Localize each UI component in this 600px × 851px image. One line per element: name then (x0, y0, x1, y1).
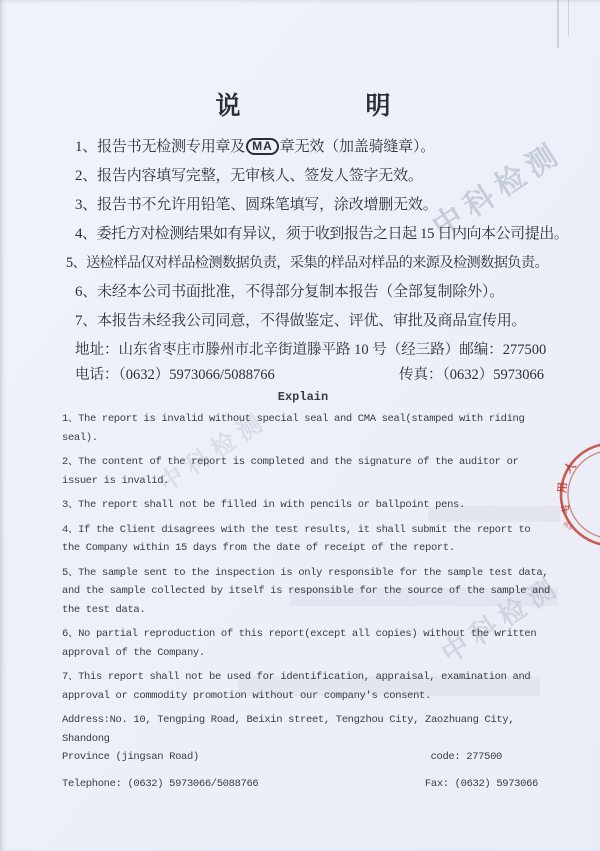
watermark-text: 中科检测 (436, 569, 567, 670)
stamp-char-2: 用 (556, 481, 570, 494)
en-note-1: 1、The report is invalid without special seal and CMA seal(stamped with riding seal). (62, 413, 525, 444)
en-postal-code: code: 277500 (430, 751, 502, 763)
cn-address-row (75, 341, 547, 359)
cma-seal-mark: MA (246, 138, 279, 155)
cn-note-7: 7、本报告未经我公司同意，不得做鉴定、评优、审批及商品宣传用。 (75, 313, 527, 329)
cn-fax: 传真：（0632）5973066 (399, 367, 544, 383)
watermark-text: 中科检测 (426, 135, 569, 245)
cn-address: 地址：山东省枣庄市滕州市北辛街道滕平路 10 号（经三路） (75, 342, 460, 358)
en-address-row (62, 748, 554, 767)
stamp-char-3: 专 (559, 500, 574, 515)
cn-phone: 电话：（0632）5973066/5088766 (75, 367, 275, 383)
english-notes-section (62, 391, 554, 793)
en-address-line1: Address:No. 10, Tengping Road, Beixin street, Tengzhou City, Zaozhuang City, Shandong (62, 714, 515, 745)
en-note-7: 7、This report shall not be used for identification, appraisal, examination and approval or commodity promotion without our company's consent. (62, 671, 531, 702)
en-note-2: 2、The content of the report is completed and the signature of the auditor or issuer is invalid. (62, 456, 519, 487)
cn-note-6: 6、未经本公司书面批准，不得部分复制本报告（全部复制除外）。 (75, 284, 505, 300)
english-section-heading: Explain (277, 390, 329, 404)
stamp-digits: 038 (562, 519, 575, 532)
cn-note-3: 3、报告书不允许用铅笔、圆珠笔填写，涂改增删无效。 (75, 197, 438, 213)
en-note-5: 5、The sample sent to the inspection is only responsible for the sample test data, and the sample collected by itself is responsible for the source of the sample and the test data. (62, 566, 550, 616)
cn-note-1-suffix: 章无效（加盖骑缝章）。 (279, 139, 436, 155)
en-note-6: 6、No partial reproduction of this report(except all copies) without the written approval of the Company. (62, 628, 537, 659)
chinese-notes-section (62, 138, 569, 384)
cn-note-2: 2、报告内容填写完整，无审核人、签发人签字无效。 (75, 168, 423, 184)
en-note-3: 3、The report shall not be filled in with pencils or ballpoint pens. (62, 499, 465, 511)
en-address-line2: Province (jingsan Road) (62, 751, 199, 763)
cn-phone-row (75, 366, 544, 384)
en-phone-row (62, 775, 554, 794)
en-note-4: 4、If the Client disagrees with the test results, it shall submit the report to the Company within 15 days from the date of receipt of the report. (62, 523, 531, 554)
cn-postcode: 邮编：277500 (459, 342, 547, 358)
page-title: 说 明 (215, 93, 391, 120)
cn-note-5: 5、送检样品仅对样品检测数据负责，采集的样品对样品的来源及检测数据负责。 (66, 255, 549, 271)
stamp-char-1: 人 (562, 459, 579, 476)
en-telephone: Telephone: (0632) 5973066/5088766 (62, 777, 259, 790)
cn-note-4: 4、委托方对检测结果如有异议，须于收到报告之日起 15 日内向本公司提出。 (75, 226, 569, 242)
en-fax: Fax: (0632) 5973066 (424, 777, 538, 790)
cn-note-1-prefix: 1、报告书无检测专用章及 (75, 139, 246, 155)
watermark-text: 中科检测 (154, 407, 273, 498)
cn-note-1 (75, 138, 544, 167)
